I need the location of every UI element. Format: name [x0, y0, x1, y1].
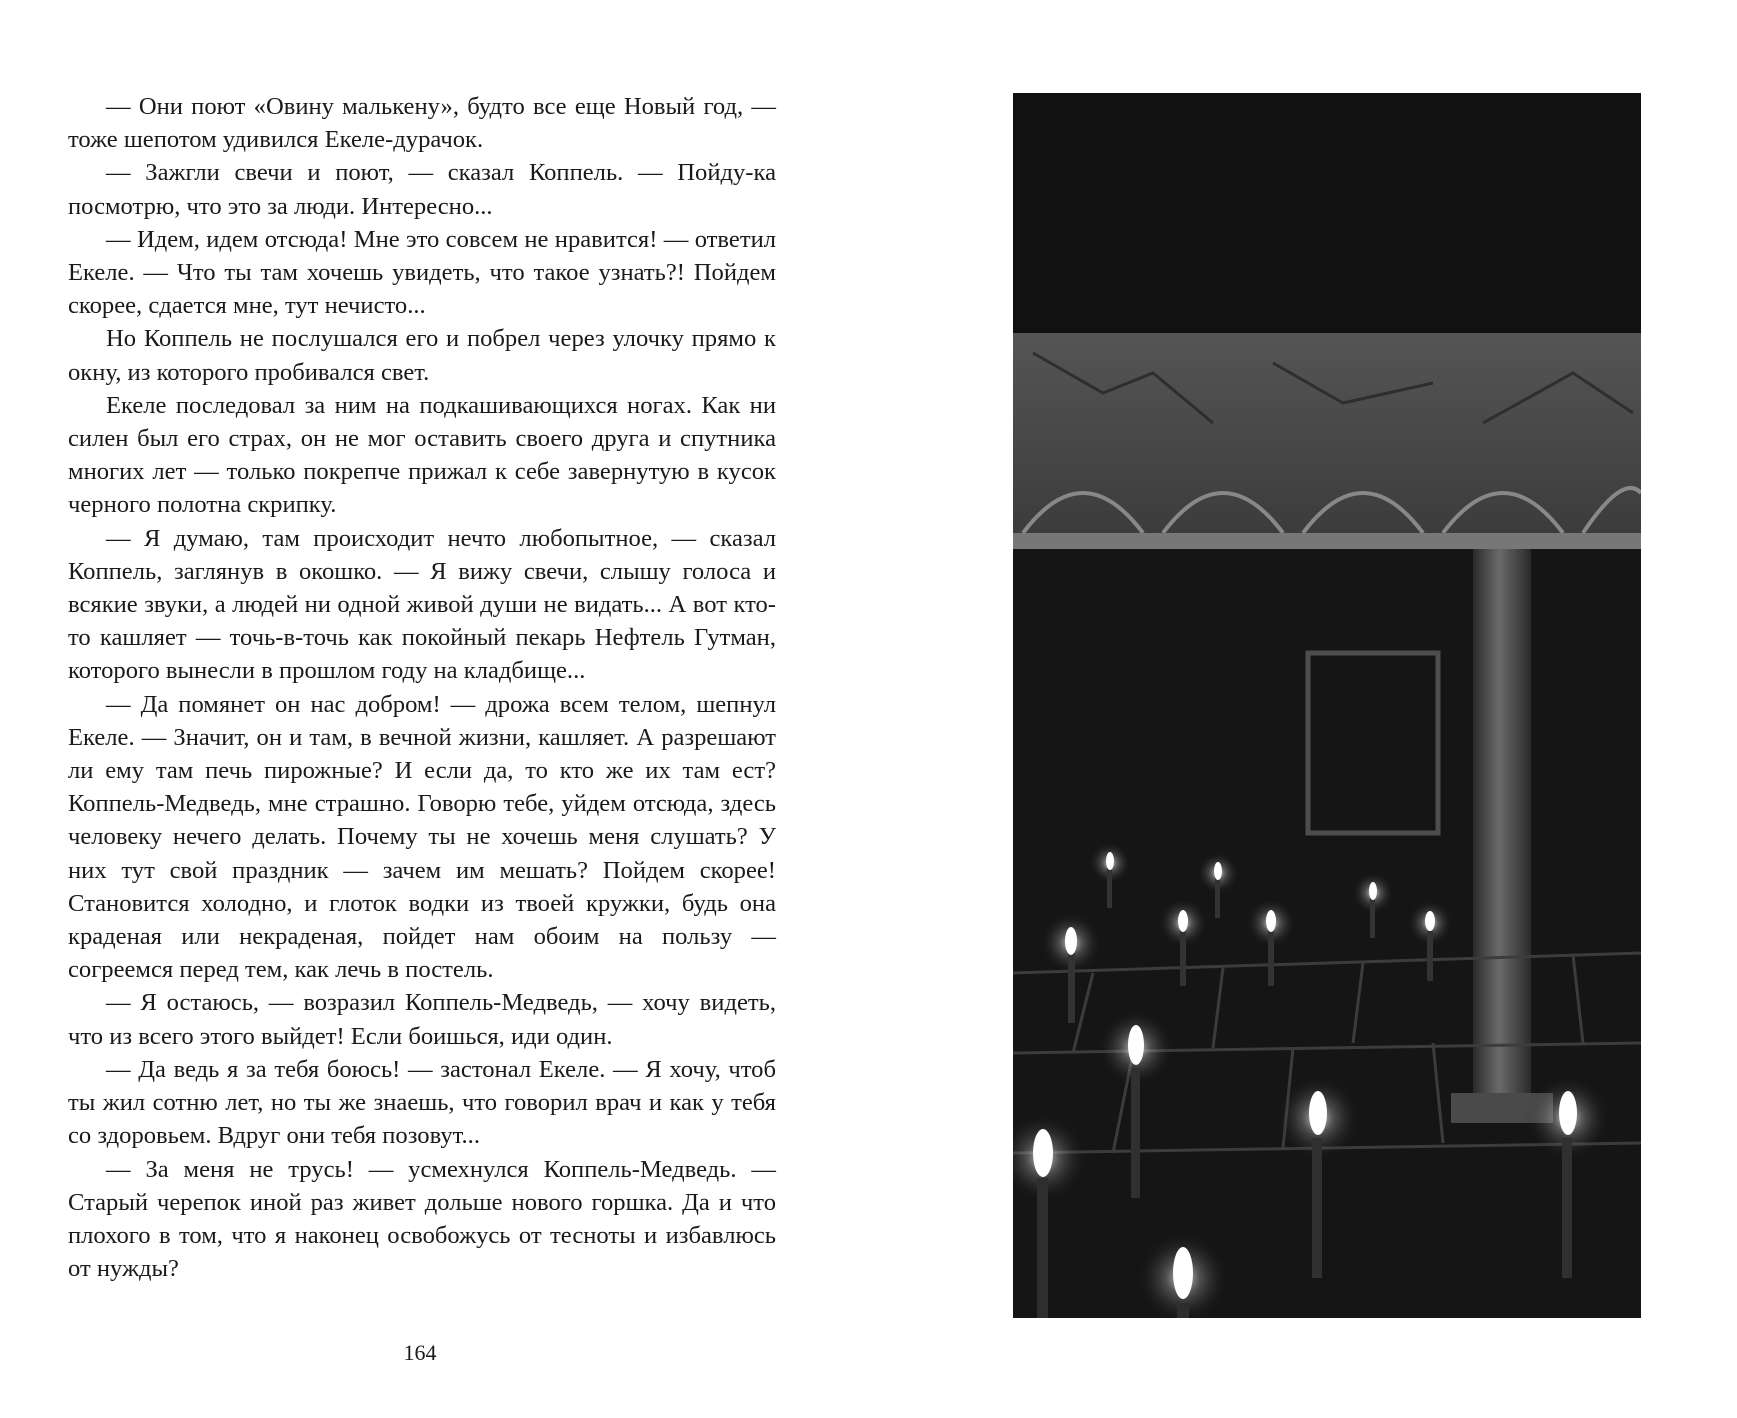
- page-number: 164: [403, 1340, 437, 1365]
- stone-pillar: [1473, 549, 1531, 1119]
- paragraph: — Зажгли свечи и поют, — сказал Коппель. — Пойду-ка посмотрю, что это за люди. Интересно...: [68, 159, 776, 220]
- paragraph: — Я остаюсь, — возразил Коппель-Медведь, — хочу видеть, что из всего этого выйдет! Если боишься, иди один.: [68, 989, 776, 1050]
- paragraph: — Идем, идем отсюда! Мне это совсем не нравится! — ответил Екеле. — Что ты там хочешь увидеть, что такое узнать?! Пойдем скорее, сдается мне, тут нечисто...: [68, 225, 776, 320]
- interior: [1013, 549, 1641, 1318]
- candles-illustration: [1013, 93, 1641, 1318]
- paragraph: — Да помянет он нас добром! — дрожа всем телом, шепнул Екеле. — Значит, он и там, в вечной жизни, кашляет. А разрешают ли ему там печь пирожные? И если да, то кто же их там ест? Коппель-Медведь, мне страшно. Говорю тебе, уйдем отсюда, здесь человеку нечего делать. Почему ты не хочешь меня слушать? У них тут свой праздник — зачем им мешать? Пойдем скорее! Становится холодно, и глоток водки из твоей кружки, будь она краденая или некраденая, пойдет нам обоим на пользу — согреемся перед тем, как лечь в постель.: [68, 690, 776, 984]
- paragraph: — Я думаю, там происходит нечто любопытное, — сказал Коппель, заглянув в окошко. — Я вижу свечи, слышу голоса и всякие звуки, а людей ни одной живой души не видать... А вот кто-то кашляет — точь-в-точь как покойный пекарь Нефтель Гутман, которого вынесли в прошлом году на кладбище...: [68, 524, 776, 685]
- cornice: [1013, 533, 1641, 549]
- paragraph: — За меня не трусь! — усмехнулся Коппель-Медведь. — Старый черепок иной раз живет дольше нового горшка. Да и что плохого в том, что я наконец освобожусь от тесноты и избавлюсь от нужды?: [68, 1155, 776, 1283]
- paragraph: Но Коппель не послушался его и побрел через улочку прямо к окну, из которого пробивался свет.: [68, 325, 776, 386]
- paragraph: — Они поют «Овину малькену», будто все еще Новый год, — тоже шепотом удивился Екеле-дурачок.: [68, 93, 776, 154]
- dark-sky: [1013, 93, 1641, 333]
- illustration-canvas: [1013, 93, 1641, 1318]
- paragraph: — Да ведь я за тебя боюсь! — застонал Екеле. — Я хочу, чтоб ты жил сотню лет, но ты же знаешь, что говорил врач и как у тебя со здоровьем. Вдруг они тебя позовут...: [68, 1055, 776, 1150]
- text-column: [68, 90, 776, 1285]
- paragraph: Екеле последовал за ним на подкашивающихся ногах. Как ни силен был его страх, он не мог оставить своего друга и спутника многих лет — только покрепче прижал к себе завернутую в кусок черного полотна скрипку.: [68, 391, 776, 519]
